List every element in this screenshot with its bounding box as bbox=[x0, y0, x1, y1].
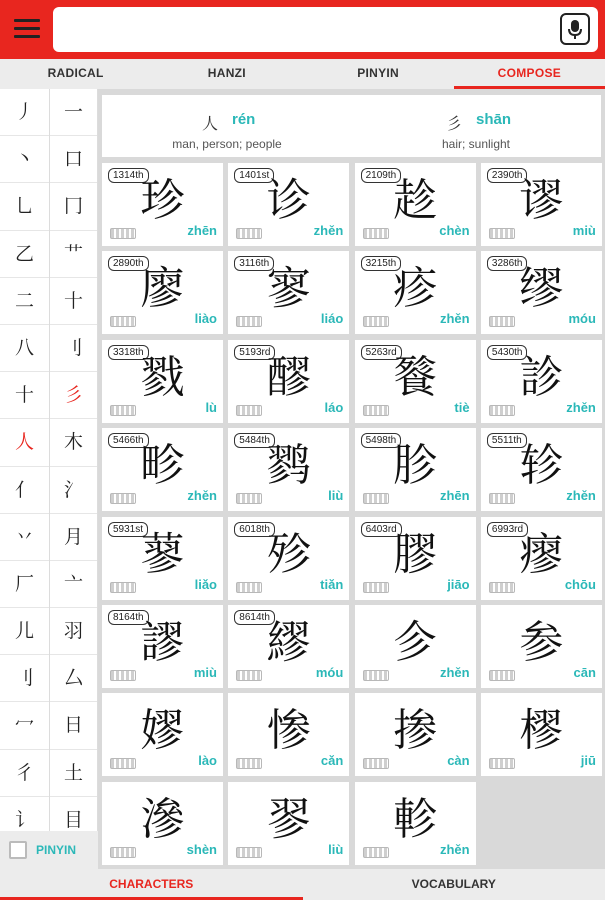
pinyin-label: lào bbox=[198, 753, 217, 769]
component-pinyin: rén bbox=[232, 111, 256, 128]
component-hair[interactable] bbox=[351, 95, 601, 157]
hanzi-character: 殄 bbox=[266, 528, 311, 580]
radical-item[interactable]: 厂 bbox=[0, 561, 49, 608]
character-card[interactable] bbox=[228, 251, 349, 334]
character-card[interactable] bbox=[228, 163, 349, 246]
frequency-rank-badge: 3215th bbox=[361, 256, 402, 271]
radical-item[interactable]: 冂 bbox=[50, 183, 97, 230]
hanzi-character: 滲 bbox=[140, 793, 185, 845]
pinyin-label: liù bbox=[328, 841, 344, 857]
keyboard-icon[interactable] bbox=[363, 758, 389, 769]
pinyin-label: cān bbox=[573, 665, 596, 680]
tab-hanzi[interactable]: HANZI bbox=[207, 66, 246, 80]
app-bar bbox=[0, 0, 605, 59]
hanzi-character: 樛 bbox=[519, 705, 564, 757]
pinyin-label: chèn bbox=[439, 223, 470, 238]
hanzi-character: 嫪 bbox=[140, 705, 185, 757]
keyboard-icon[interactable] bbox=[489, 316, 515, 327]
hanzi-character: 轸 bbox=[519, 440, 564, 492]
character-card[interactable] bbox=[355, 428, 476, 511]
radical-item[interactable]: 亻 bbox=[0, 467, 49, 514]
frequency-rank-badge: 6993rd bbox=[487, 522, 528, 537]
character-card[interactable] bbox=[102, 517, 223, 600]
pinyin-label: tiǎn bbox=[320, 576, 344, 592]
character-card[interactable] bbox=[102, 251, 223, 334]
character-card[interactable] bbox=[355, 782, 476, 865]
radical-item[interactable]: 彡 bbox=[50, 372, 97, 419]
character-card[interactable] bbox=[355, 693, 476, 776]
pinyin-label: shèn bbox=[186, 841, 217, 857]
pinyin-label: zhěn bbox=[439, 665, 470, 680]
keyboard-icon[interactable] bbox=[363, 316, 389, 327]
keyboard-icon[interactable] bbox=[236, 670, 262, 681]
character-card[interactable] bbox=[102, 340, 223, 423]
keyboard-icon[interactable] bbox=[110, 758, 136, 769]
hanzi-character: 軫 bbox=[393, 793, 438, 845]
component-pinyin: shān bbox=[476, 111, 512, 128]
character-card[interactable] bbox=[102, 693, 223, 776]
component-char: 彡 bbox=[446, 114, 463, 133]
radical-item[interactable]: 口 bbox=[50, 136, 97, 183]
frequency-rank-badge: 5263rd bbox=[361, 345, 402, 360]
hanzi-character: 診 bbox=[519, 351, 564, 403]
microphone-icon[interactable] bbox=[560, 13, 590, 45]
radical-item[interactable]: 刂 bbox=[0, 655, 49, 702]
radical-item[interactable]: 土 bbox=[50, 750, 97, 797]
keyboard-icon[interactable] bbox=[110, 316, 136, 327]
hanzi-character: 瘳 bbox=[519, 528, 564, 580]
frequency-rank-badge: 5484th bbox=[234, 433, 275, 448]
frequency-rank-badge: 2390th bbox=[487, 168, 528, 183]
pinyin-label: miù bbox=[193, 665, 217, 680]
keyboard-icon[interactable] bbox=[489, 582, 515, 593]
pinyin-toggle-label: PINYIN bbox=[36, 843, 77, 857]
frequency-rank-badge: 5466th bbox=[108, 433, 149, 448]
keyboard-icon[interactable] bbox=[236, 228, 262, 239]
radical-item[interactable]: 冖 bbox=[0, 702, 49, 749]
character-card[interactable] bbox=[481, 340, 602, 423]
pinyin-label: zhěn bbox=[439, 841, 470, 857]
hanzi-character: 繆 bbox=[266, 617, 311, 668]
radical-item[interactable]: 日 bbox=[50, 702, 97, 749]
hanzi-character: 膠 bbox=[393, 528, 438, 580]
radical-item[interactable]: 一 bbox=[50, 89, 97, 136]
tab-compose[interactable]: COMPOSE bbox=[454, 59, 605, 89]
pinyin-label: jiāo bbox=[447, 576, 470, 592]
hanzi-character: 醪 bbox=[266, 351, 311, 403]
character-card[interactable] bbox=[102, 605, 223, 688]
character-card[interactable] bbox=[481, 605, 602, 688]
hanzi-character: 蓼 bbox=[140, 528, 185, 580]
hanzi-character: 趁 bbox=[393, 175, 438, 226]
keyboard-icon[interactable] bbox=[110, 582, 136, 593]
pinyin-label: miù bbox=[572, 223, 596, 238]
hanzi-character: 胗 bbox=[393, 440, 438, 492]
frequency-rank-badge: 5511th bbox=[487, 433, 527, 448]
frequency-rank-badge: 5931st bbox=[108, 522, 148, 537]
tab-pinyin[interactable]: PINYIN bbox=[357, 66, 400, 80]
keyboard-icon[interactable] bbox=[110, 228, 136, 239]
hanzi-character: 寥 bbox=[266, 263, 311, 315]
character-card[interactable] bbox=[481, 693, 602, 776]
character-card[interactable] bbox=[228, 340, 349, 423]
frequency-rank-badge: 6403rd bbox=[361, 522, 402, 537]
frequency-rank-badge: 3286th bbox=[487, 256, 528, 271]
radical-item[interactable]: 木 bbox=[50, 419, 97, 466]
character-card[interactable] bbox=[481, 517, 602, 600]
keyboard-icon[interactable] bbox=[236, 582, 262, 593]
pinyin-label: jiū bbox=[580, 753, 596, 769]
frequency-rank-badge: 1401st bbox=[234, 168, 274, 183]
radical-item[interactable]: 亠 bbox=[50, 561, 97, 608]
tab-characters[interactable]: CHARACTERS bbox=[0, 869, 303, 900]
character-card[interactable] bbox=[228, 517, 349, 600]
radical-item[interactable]: 目 bbox=[50, 797, 97, 831]
keyboard-icon[interactable] bbox=[363, 847, 389, 858]
frequency-rank-badge: 5193rd bbox=[234, 345, 275, 360]
radical-item[interactable]: 讠 bbox=[0, 797, 49, 831]
radical-item[interactable]: 十 bbox=[0, 372, 49, 419]
keyboard-icon[interactable] bbox=[363, 228, 389, 239]
character-card[interactable] bbox=[355, 163, 476, 246]
frequency-rank-badge: 5430th bbox=[487, 345, 528, 360]
radical-item[interactable]: 乚 bbox=[0, 183, 49, 230]
keyboard-icon[interactable] bbox=[236, 405, 262, 416]
pinyin-label: zhēn bbox=[439, 488, 470, 504]
character-card[interactable] bbox=[355, 517, 476, 600]
radical-item[interactable]: 艹 bbox=[50, 231, 97, 278]
frequency-rank-badge: 6018th bbox=[234, 522, 275, 537]
bottom-tabs bbox=[0, 869, 605, 900]
pinyin-label: zhěn bbox=[439, 311, 470, 327]
radical-item[interactable]: 人 bbox=[0, 419, 49, 466]
character-card[interactable] bbox=[102, 428, 223, 511]
character-card[interactable] bbox=[481, 428, 602, 511]
pinyin-label: zhēn bbox=[187, 223, 217, 238]
keyboard-icon[interactable] bbox=[489, 670, 515, 681]
radical-item[interactable]: 儿 bbox=[0, 608, 49, 655]
frequency-rank-badge: 3116th bbox=[234, 256, 274, 271]
radical-item[interactable]: 氵 bbox=[50, 467, 97, 514]
radical-item[interactable]: 八 bbox=[0, 325, 49, 372]
keyboard-icon[interactable] bbox=[236, 493, 262, 504]
character-card[interactable] bbox=[481, 163, 602, 246]
radical-item[interactable]: 刂 bbox=[50, 325, 97, 372]
keyboard-icon[interactable] bbox=[236, 847, 262, 858]
hanzi-character: 鹨 bbox=[266, 440, 311, 492]
pinyin-label: zhěn bbox=[313, 223, 344, 238]
pinyin-checkbox[interactable] bbox=[9, 841, 27, 859]
frequency-rank-badge: 1314th bbox=[108, 168, 149, 183]
pinyin-label: cǎn bbox=[320, 753, 344, 769]
keyboard-icon[interactable] bbox=[489, 758, 515, 769]
keyboard-icon[interactable] bbox=[110, 670, 136, 681]
hamburger-menu-icon[interactable] bbox=[8, 12, 46, 46]
search-input[interactable] bbox=[53, 7, 598, 52]
hanzi-character: 戮 bbox=[140, 351, 185, 403]
character-card[interactable] bbox=[228, 428, 349, 511]
character-card[interactable] bbox=[228, 693, 349, 776]
keyboard-icon[interactable] bbox=[363, 670, 389, 681]
radical-item[interactable]: 丶 bbox=[0, 136, 49, 183]
hanzi-character: 缪 bbox=[519, 263, 564, 315]
keyboard-icon[interactable] bbox=[236, 758, 262, 769]
hanzi-character: 翏 bbox=[266, 793, 311, 845]
hanzi-character: 掺 bbox=[393, 705, 438, 757]
tab-radical[interactable]: RADICAL bbox=[47, 66, 104, 80]
radical-item[interactable]: 二 bbox=[0, 278, 49, 325]
character-card[interactable] bbox=[102, 782, 223, 865]
hanzi-character: 谬 bbox=[519, 175, 564, 226]
results-area bbox=[98, 89, 605, 869]
component-definition: hair; sunlight bbox=[441, 137, 511, 151]
pinyin-label: liǎo bbox=[194, 576, 217, 592]
radical-item[interactable]: 羽 bbox=[50, 608, 97, 655]
character-card[interactable] bbox=[481, 251, 602, 334]
pinyin-label: càn bbox=[447, 753, 470, 769]
radical-item[interactable]: 月 bbox=[50, 514, 97, 561]
pinyin-label: láo bbox=[324, 399, 344, 415]
component-definition: man, person; people bbox=[172, 137, 282, 151]
radical-list-primary[interactable] bbox=[0, 89, 50, 831]
frequency-rank-badge: 2109th bbox=[361, 168, 402, 183]
pinyin-toggle[interactable] bbox=[0, 831, 98, 869]
hanzi-character: 疹 bbox=[393, 263, 438, 315]
hanzi-character: 畛 bbox=[140, 440, 185, 492]
keyboard-icon[interactable] bbox=[110, 847, 136, 858]
pinyin-label: chōu bbox=[564, 576, 596, 592]
pinyin-label: zhěn bbox=[566, 488, 596, 504]
pinyin-label: zhěn bbox=[566, 399, 596, 415]
radical-item[interactable]: 丿 bbox=[0, 89, 49, 136]
radical-item[interactable]: 厶 bbox=[50, 655, 97, 702]
keyboard-icon[interactable] bbox=[236, 316, 262, 327]
hanzi-character: 惨 bbox=[266, 705, 311, 757]
hanzi-character: 廖 bbox=[140, 263, 185, 315]
frequency-rank-badge: 3318th bbox=[108, 345, 149, 360]
keyboard-icon[interactable] bbox=[363, 405, 389, 416]
hanzi-character: 诊 bbox=[266, 175, 311, 226]
pinyin-label: móu bbox=[568, 311, 596, 327]
radical-item[interactable]: 彳 bbox=[0, 750, 49, 797]
component-char: 人 bbox=[202, 114, 219, 133]
pinyin-label: liáo bbox=[320, 311, 344, 327]
radical-item[interactable]: 乙 bbox=[0, 231, 49, 278]
pinyin-label: tiè bbox=[454, 399, 470, 415]
character-card[interactable] bbox=[355, 340, 476, 423]
character-card[interactable] bbox=[102, 163, 223, 246]
keyboard-icon[interactable] bbox=[363, 582, 389, 593]
character-card[interactable] bbox=[355, 605, 476, 688]
radical-list-secondary[interactable] bbox=[50, 89, 98, 831]
character-card[interactable] bbox=[355, 251, 476, 334]
hanzi-character: 謬 bbox=[140, 617, 185, 668]
frequency-rank-badge: 5498th bbox=[361, 433, 402, 448]
pinyin-label: liù bbox=[328, 488, 344, 504]
hanzi-character: 餮 bbox=[393, 351, 438, 403]
hanzi-character: 珍 bbox=[140, 175, 185, 226]
pinyin-label: zhěn bbox=[187, 488, 217, 504]
hanzi-character: 㐱 bbox=[393, 617, 438, 668]
radical-item[interactable]: 十 bbox=[50, 278, 97, 325]
selected-components bbox=[102, 95, 601, 157]
pinyin-label: lù bbox=[205, 399, 217, 415]
keyboard-icon[interactable] bbox=[489, 228, 515, 239]
component-person[interactable] bbox=[102, 95, 352, 157]
keyboard-icon[interactable] bbox=[110, 405, 136, 416]
frequency-rank-badge: 8614th bbox=[234, 610, 275, 625]
character-card[interactable] bbox=[228, 782, 349, 865]
keyboard-icon[interactable] bbox=[489, 405, 515, 416]
tab-vocabulary[interactable]: VOCABULARY bbox=[411, 877, 496, 891]
keyboard-icon[interactable] bbox=[489, 493, 515, 504]
keyboard-icon[interactable] bbox=[110, 493, 136, 504]
pinyin-label: liào bbox=[194, 311, 217, 327]
pinyin-label: móu bbox=[315, 665, 344, 680]
hanzi-character: 参 bbox=[519, 617, 564, 668]
mode-tabs bbox=[0, 59, 605, 89]
keyboard-icon[interactable] bbox=[363, 493, 389, 504]
radical-item[interactable]: 丷 bbox=[0, 514, 49, 561]
frequency-rank-badge: 2890th bbox=[108, 256, 149, 271]
character-card[interactable] bbox=[228, 605, 349, 688]
frequency-rank-badge: 8164th bbox=[108, 610, 149, 625]
